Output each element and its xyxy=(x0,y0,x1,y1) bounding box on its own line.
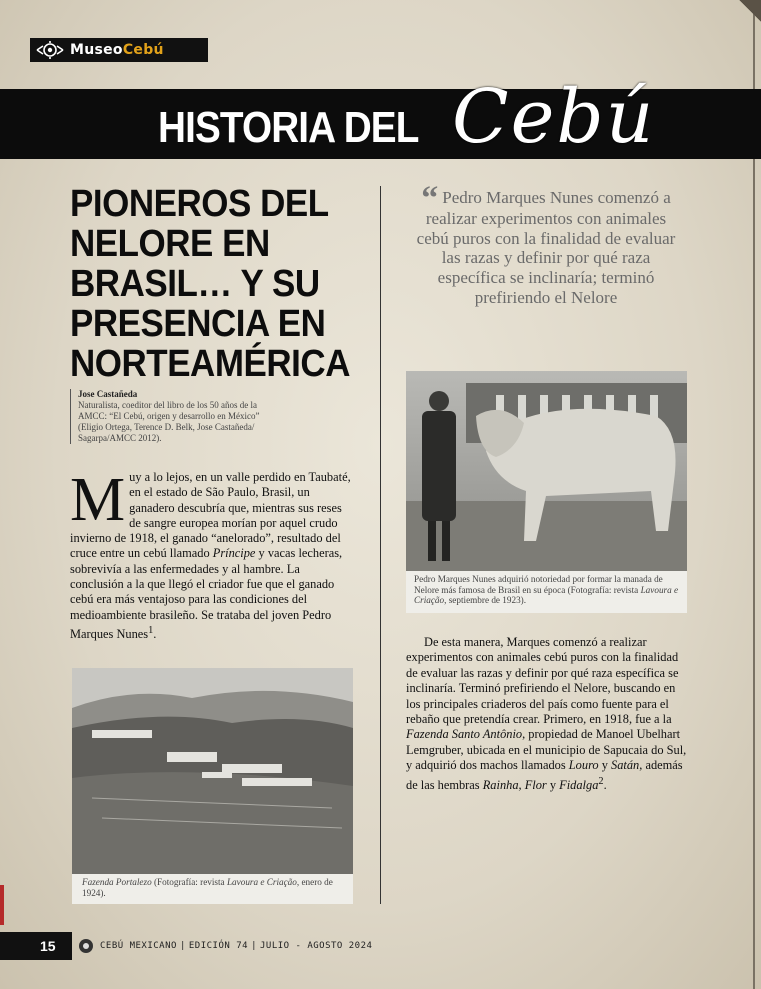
section-title: HISTORIA DEL xyxy=(158,103,419,152)
intro-paragraph: Muy a lo lejos, en un valle perdido en Taubaté, en el estado de São Paulo, Brasil, un ganadero descubría que, mientras sus reses de sangre europea morían por aquel crudo invierno de 1918, el ganado “anelorado”, resultado del cruce entre un cebú llamado Príncipe y vacas lecheras, sobrevivía a las enfermedades y al hambre. La conclusión a la que llegó el criador fue que el ganado cebú era más ventajoso para las condiciones del medioambiente brasileño. Se trataba del joven Pedro Marques Nunes$^1$. xyxy=(70,466,351,642)
drop-cap: M xyxy=(70,466,126,534)
author-bio: Naturalista, coeditor del libro de los 50 años de la AMCC: “El Cebú, origen y desarrollo en México” (Eligio Ortega, Terence D. Belk, Jose Castañeda/ Sagarpa/AMCC 2012). xyxy=(78,400,260,443)
edge-marker xyxy=(0,885,4,925)
footer-issue-info: CEBÚ MEXICANO | EDICIÓN 74 | JULIO - AGOSTO 2024 xyxy=(100,941,373,951)
cebu-bull-logo-icon xyxy=(30,38,70,62)
photo-nunes-bull xyxy=(406,371,687,571)
article-headline: PIONEROS DEL NELORE EN BRASIL… Y SU PRESENCIA EN NORTEAMÉRICA xyxy=(70,183,350,385)
column-divider xyxy=(380,186,381,904)
photo-fazenda-landscape xyxy=(72,668,353,874)
byline xyxy=(70,389,278,444)
photo2-caption: Fazenda Portalezo (Fotografía: revista Lavoura e Criação, enero de 1924). xyxy=(72,874,353,904)
photo1-caption: Pedro Marques Nunes adquirió notoriedad por formar la manada de Nelore más famosa de Brasil en su época (Fotografía: revista Lavoura e Criação, septiembre de 1923). xyxy=(406,571,687,613)
page-footer xyxy=(0,932,372,960)
intro-column xyxy=(70,466,353,642)
quote-mark-icon: “ xyxy=(421,180,439,217)
page-number: 15 xyxy=(0,932,72,960)
author-name: Jose Castañeda xyxy=(78,389,138,399)
page-corner xyxy=(739,0,761,22)
brand-bar xyxy=(30,38,208,62)
body-column-right xyxy=(406,635,687,793)
body-paragraph: De esta manera, Marques comenzó a realizar experimentos con animales cebú puros con la finalidad de evaluar las razas y definir por qué raza específica se inclinaría. Terminó prefiriendo el Nelore, buscando en los principales criaderos del país como fuente para el rebaño que pretendía crear. Primero, en 1918, fue a la Fazenda Santo Antônio, propiedad de Manoel Ubelhart Lemgruber, ubicada en el municipio de Sapucaia do Sul, y adquirió dos machos llamados Louro y Satán, además de las hembras Rainha, Flor y Fidalga$^2$. xyxy=(406,635,687,792)
brand-name: MuseoCebú xyxy=(70,42,164,58)
section-title-script: Cebú xyxy=(452,74,656,160)
pull-quote: “ Pedro Marques Nunes comenzó a realizar experimentos con animales cebú puros con la finalidad de evaluar las razas y definir por qué raza específica se inclinaría; terminó prefiriendo el Nelore xyxy=(416,180,676,307)
magazine-logo-icon xyxy=(78,938,94,954)
